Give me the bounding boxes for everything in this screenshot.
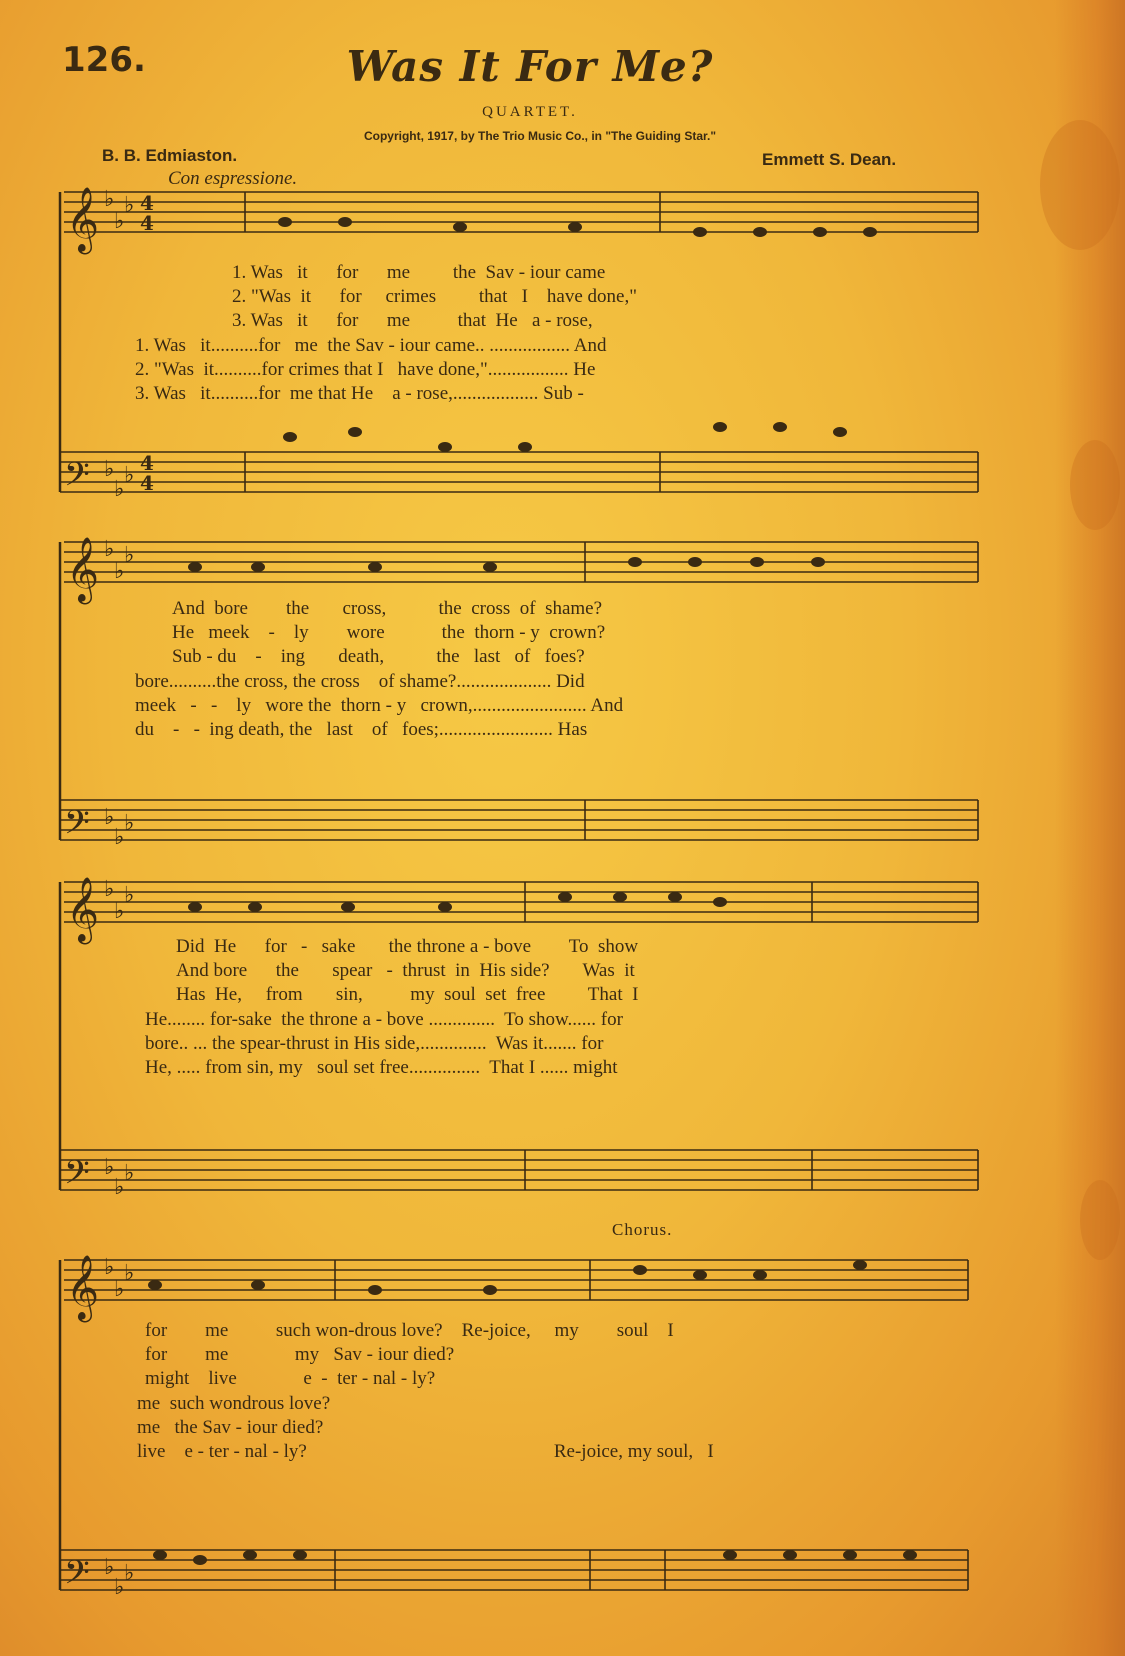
lyric-line: Did He for - sake the throne a - bove To show <box>176 936 639 957</box>
svg-text:♭: ♭ <box>104 1555 115 1580</box>
lyricist-name: B. B. Edmiaston. <box>102 146 238 165</box>
lyric-line: He, ..... from sin, my soul set free............... That I ...... might <box>145 1057 618 1078</box>
svg-text:𝄢: 𝄢 <box>64 1554 90 1600</box>
svg-text:♭: ♭ <box>114 209 125 234</box>
svg-text:♭: ♭ <box>124 883 135 908</box>
lyric-line: 1. Was it..........for me the Sav - iour came.. ................. And <box>135 335 607 356</box>
lyric-line: Has He, from sin, my soul set free That I <box>176 984 639 1005</box>
svg-text:♭: ♭ <box>104 457 115 482</box>
svg-text:♭: ♭ <box>114 559 125 584</box>
lyric-line: 1. Was it for me the Sav - iour came <box>232 262 606 283</box>
lyric-line: 2. "Was it for crimes that I have done," <box>232 286 637 307</box>
svg-text:4: 4 <box>140 191 154 215</box>
lyric-line: He meek - ly wore the thorn - y crown? <box>172 622 606 643</box>
svg-text:4: 4 <box>140 211 154 235</box>
svg-text:𝄢: 𝄢 <box>64 456 90 502</box>
svg-text:♭: ♭ <box>114 1575 125 1600</box>
hymn-number: 126. <box>62 40 146 80</box>
svg-text:𝄢: 𝄢 <box>64 1154 90 1200</box>
lyric-line: for me my Sav - iour died? <box>145 1344 455 1365</box>
svg-text:♭: ♭ <box>114 1277 125 1302</box>
svg-text:𝄞: 𝄞 <box>66 1255 100 1320</box>
lyric-line: for me such won-drous love? Re-joice, my soul I <box>145 1320 674 1341</box>
svg-text:4: 4 <box>140 471 154 495</box>
svg-text:♭: ♭ <box>124 463 135 488</box>
svg-text:♭: ♭ <box>114 825 125 850</box>
svg-text:♭: ♭ <box>124 193 135 218</box>
svg-text:♭: ♭ <box>124 543 135 568</box>
lyric-line: 3. Was it..........for me that He a - rose,.................. Sub - <box>135 383 584 404</box>
lyric-line: bore.. ... the spear-thrust in His side,.............. Was it....... for <box>145 1033 604 1054</box>
lyric-line: 3. Was it for me that He a - rose, <box>232 310 593 331</box>
svg-text:♭: ♭ <box>104 537 115 562</box>
svg-text:♭: ♭ <box>104 877 115 902</box>
lyric-line: du - - ing death, the last of foes;........................ Has <box>135 719 588 740</box>
svg-text:♭: ♭ <box>114 477 125 502</box>
lyric-line: live e - ter - nal - ly? Re-joice, my soul, I <box>137 1441 714 1462</box>
lyric-line: He........ for-sake the throne a - bove .............. To show...... for <box>145 1009 623 1030</box>
lyric-line: Sub - du - ing death, the last of foes? <box>172 646 585 667</box>
copyright-notice: Copyright, 1917, by The Trio Music Co., in "The Guiding Star." <box>363 129 717 143</box>
hymn-title: Was It For Me? <box>346 42 714 91</box>
svg-text:𝄞: 𝄞 <box>66 537 100 602</box>
svg-text:♭: ♭ <box>114 1175 125 1200</box>
svg-text:𝄢: 𝄢 <box>64 804 90 850</box>
lyric-line: And bore the cross, the cross of shame? <box>172 598 603 619</box>
svg-text:♭: ♭ <box>124 1161 135 1186</box>
svg-text:♭: ♭ <box>114 899 125 924</box>
svg-text:♭: ♭ <box>104 1155 115 1180</box>
svg-text:♭: ♭ <box>124 811 135 836</box>
chorus-label: Chorus. <box>612 1220 673 1239</box>
svg-text:𝄞: 𝄞 <box>66 187 100 252</box>
svg-text:♭: ♭ <box>104 1255 115 1280</box>
svg-text:♭: ♭ <box>124 1561 135 1586</box>
svg-text:4: 4 <box>140 451 154 475</box>
lyric-line: 2. "Was it..........for crimes that I have done,"................. He <box>135 359 596 380</box>
lyric-line: meek - - ly wore the thorn - y crown,........................ And <box>135 695 624 716</box>
lyric-line: bore..........the cross, the cross of shame?.................... Did <box>135 671 585 692</box>
tempo-marking: Con espressione. <box>168 168 298 189</box>
svg-text:♭: ♭ <box>124 1261 135 1286</box>
svg-text:♭: ♭ <box>104 187 115 212</box>
composer-name: Emmett S. Dean. <box>762 150 897 169</box>
lyric-line: And bore the spear - thrust in His side? Was it <box>176 960 635 981</box>
lyric-line: might live e - ter - nal - ly? <box>145 1368 436 1389</box>
svg-text:♭: ♭ <box>104 805 115 830</box>
svg-text:𝄞: 𝄞 <box>66 877 100 942</box>
lyric-line: me the Sav - iour died? <box>137 1417 324 1438</box>
hymn-subtitle: QUARTET. <box>482 104 578 120</box>
lyric-line: me such wondrous love? <box>137 1393 331 1414</box>
